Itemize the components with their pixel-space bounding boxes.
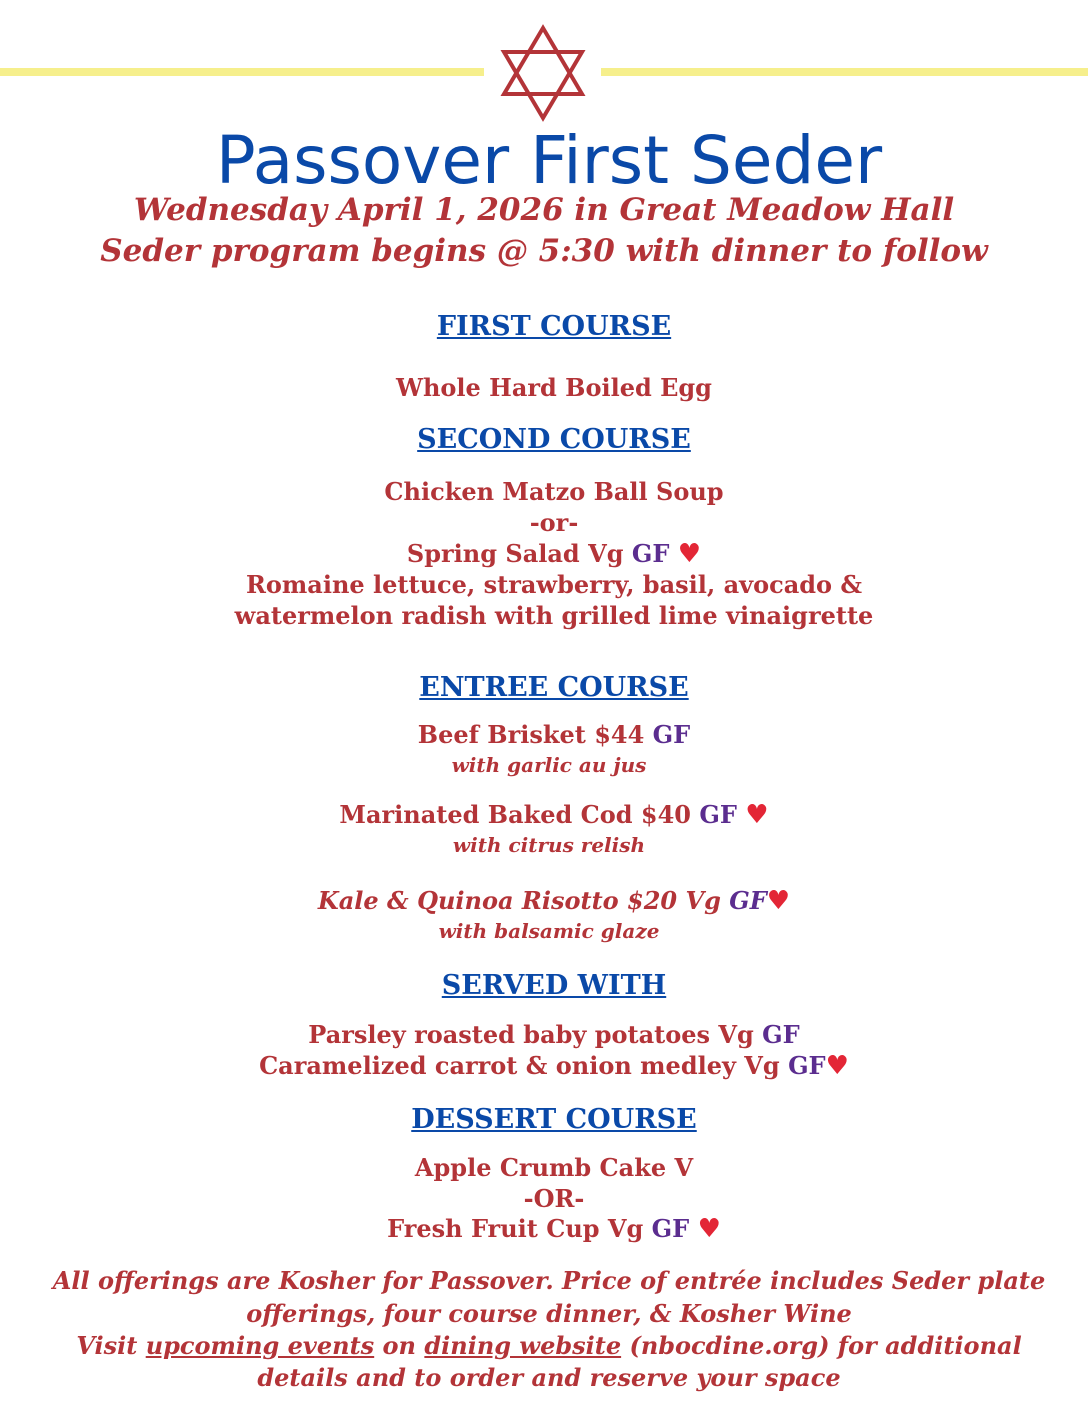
dessert-item-1: Apple Crumb Cake V bbox=[414, 1153, 694, 1182]
footer-line-1: All offerings are Kosher for Passover. Price of entrée includes Seder plate bbox=[52, 1266, 1046, 1295]
dining-website-link[interactable]: dining website bbox=[424, 1331, 622, 1360]
decorative-rule-right bbox=[601, 68, 1088, 76]
gf-tag: GF bbox=[651, 1214, 690, 1243]
side-name: Caramelized carrot & onion medley Vg bbox=[259, 1051, 780, 1080]
gf-tag: GF bbox=[631, 539, 670, 568]
heart-icon: ♥ bbox=[677, 539, 702, 569]
decorative-rule-left bbox=[0, 68, 484, 76]
first-course-item: Whole Hard Boiled Egg bbox=[396, 373, 712, 402]
gf-tag: GF bbox=[699, 800, 737, 829]
entree-item-3 bbox=[0, 886, 1088, 916]
upcoming-events-link[interactable]: upcoming events bbox=[145, 1331, 375, 1360]
entree-item-2-desc: with citrus relish bbox=[452, 833, 646, 857]
event-date-location: Wednesday April 1, 2026 in Great Meadow Hall bbox=[133, 192, 955, 228]
heart-icon: ♥ bbox=[745, 800, 769, 830]
footer-line-4: details and to order and reserve your space bbox=[257, 1363, 841, 1392]
second-course-item-1: Chicken Matzo Ball Soup bbox=[384, 477, 724, 506]
entree-item-3-desc: with balsamic glaze bbox=[438, 919, 660, 943]
gf-tag: GF bbox=[652, 720, 691, 749]
event-schedule: Seder program begins @ 5:30 with dinner to follow bbox=[100, 233, 988, 269]
second-course-heading: SECOND COURSE bbox=[417, 424, 691, 455]
side-name: Parsley roasted baby potatoes Vg bbox=[308, 1020, 754, 1049]
gf-tag: GF bbox=[729, 886, 767, 915]
first-course-heading: FIRST COURSE bbox=[436, 311, 672, 342]
dessert-name: Fresh Fruit Cup Vg bbox=[387, 1214, 644, 1243]
dessert-item-2 bbox=[0, 1214, 1088, 1244]
spring-salad-name: Spring Salad Vg bbox=[406, 539, 624, 568]
footer-text: Visit bbox=[76, 1331, 146, 1360]
footer-line-2: offerings, four course dinner, & Kosher Wine bbox=[246, 1299, 852, 1328]
star-of-david-icon bbox=[500, 24, 586, 122]
entree-item-1 bbox=[0, 720, 1088, 749]
gf-tag: GF bbox=[762, 1020, 800, 1049]
footer-text: (nbocdine.org) for additional bbox=[621, 1331, 1022, 1360]
entree-item-2 bbox=[0, 800, 1088, 830]
heart-icon: ♥ bbox=[825, 1051, 849, 1081]
dessert-or: -OR- bbox=[523, 1184, 585, 1213]
second-course-item-2 bbox=[0, 539, 1088, 569]
entree-item-1-desc: with garlic au jus bbox=[451, 753, 647, 777]
heart-icon: ♥ bbox=[766, 886, 791, 916]
second-course-or: -or- bbox=[529, 508, 579, 537]
served-with-item-1 bbox=[0, 1020, 1088, 1049]
entree-course-heading: ENTREE COURSE bbox=[419, 672, 689, 703]
footer-line-3 bbox=[0, 1331, 1088, 1360]
heart-icon: ♥ bbox=[697, 1214, 721, 1244]
page-title: Passover First Seder bbox=[215, 122, 883, 199]
second-course-desc-2: watermelon radish with grilled lime vinaigrette bbox=[234, 601, 874, 630]
entree-item-name: Kale & Quinoa Risotto $20 Vg bbox=[317, 886, 721, 915]
served-with-heading: SERVED WITH bbox=[441, 970, 667, 1001]
gf-tag: GF bbox=[788, 1051, 826, 1080]
served-with-item-2 bbox=[0, 1051, 1088, 1081]
entree-item-name: Marinated Baked Cod $40 bbox=[339, 800, 691, 829]
second-course-desc-1: Romaine lettuce, strawberry, basil, avocado & bbox=[245, 570, 863, 599]
entree-item-name: Beef Brisket $44 bbox=[417, 720, 645, 749]
footer-text: on bbox=[374, 1331, 425, 1360]
dessert-course-heading: DESSERT COURSE bbox=[411, 1104, 697, 1135]
